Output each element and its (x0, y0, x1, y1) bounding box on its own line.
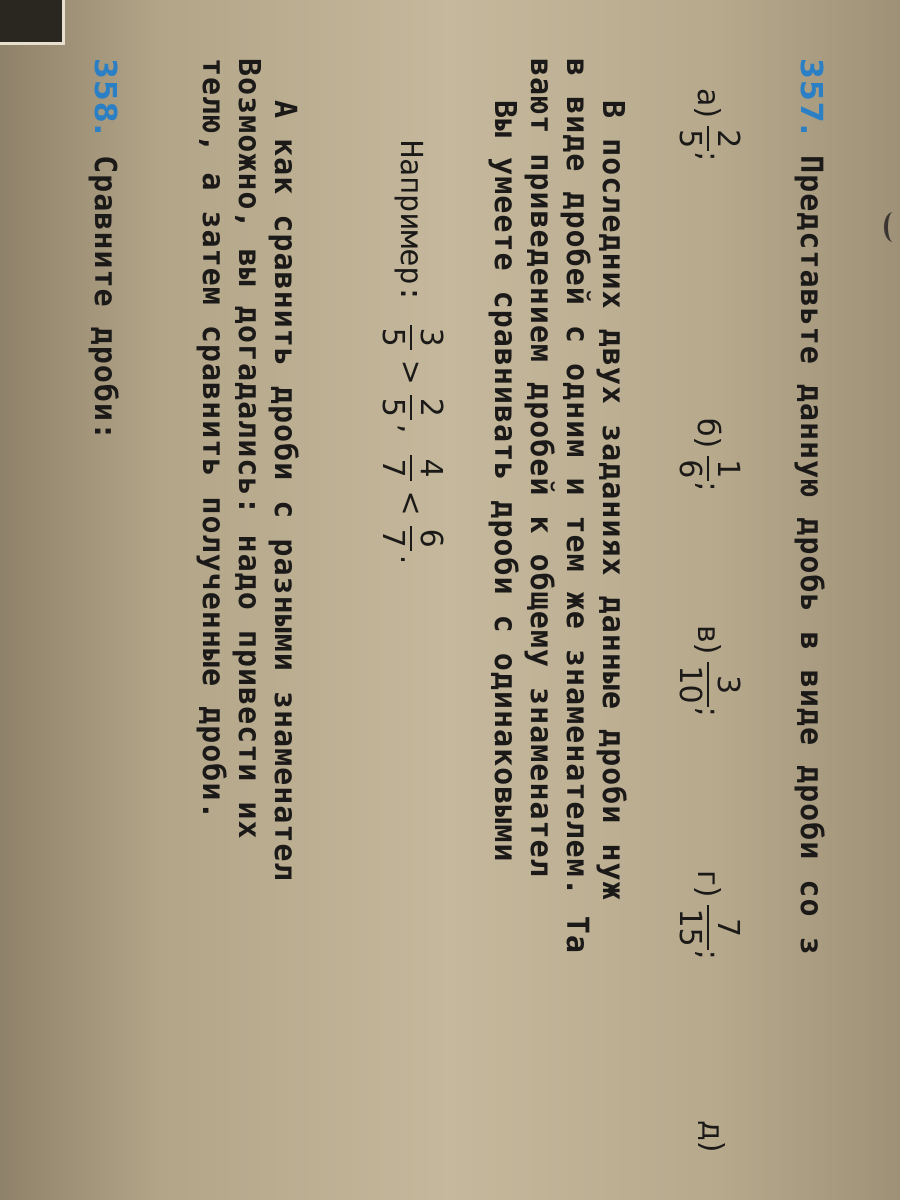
example-row: Например: 3 5 > 2 5 , 4 7 < 6 7 . (375, 140, 448, 565)
paragraph-line-3: вают приведением дробей к общему знаменател (523, 58, 558, 878)
paragraph-line-5: А как сравнить дроби с разными знаменател (267, 100, 302, 882)
page-edge-mark (884, 212, 900, 242)
exercise-358-heading (87, 58, 122, 441)
item-v: в) 3 10 ; (672, 625, 745, 717)
exercise-number: 357. (793, 58, 828, 137)
exercise-number: 358. (87, 58, 122, 137)
fraction: 7 15 (674, 905, 742, 949)
fraction: 3 10 (674, 662, 742, 706)
item-label: г) (690, 870, 726, 898)
fraction: 1 6 (674, 456, 742, 481)
paragraph-line-6: Возможно, вы догадались: надо привести их (231, 58, 266, 840)
exercise-title: Представьте данную дробь в виде дроби со з (793, 155, 828, 956)
fraction: 2 5 (377, 395, 445, 420)
item-label: в) (690, 625, 726, 655)
exercise-357-heading (793, 58, 828, 956)
item-label: д) (694, 1120, 729, 1153)
exercise-title: Сравните дроби: (87, 155, 122, 442)
paragraph-line-2: в виде дробей с одним и тем же знаменателем. Та (559, 58, 594, 954)
paragraph-line-4: Вы умеете сравнивать дроби с одинаковыми (487, 100, 522, 863)
greater-sign: > (393, 359, 429, 385)
fraction: 2 5 (674, 126, 742, 151)
fraction: 6 7 (377, 526, 445, 551)
item-label: б) (690, 418, 726, 449)
item-g: г) 7 15 ; (672, 870, 745, 960)
fraction: 3 5 (377, 325, 445, 350)
example-label: Например: (393, 140, 429, 303)
item-label: а) (690, 88, 726, 119)
item-b: б) 1 6 ; (672, 418, 745, 492)
item-d (694, 1120, 730, 1160)
paragraph-line-7: телю, а затем сравнить полученные дроби. (195, 58, 230, 821)
item-a: а) 2 5 ; (672, 88, 745, 162)
less-sign: < (393, 490, 429, 516)
paragraph-line-1: В последних двух заданиях данные дроби нуж (595, 100, 630, 901)
fraction: 4 7 (377, 455, 445, 480)
